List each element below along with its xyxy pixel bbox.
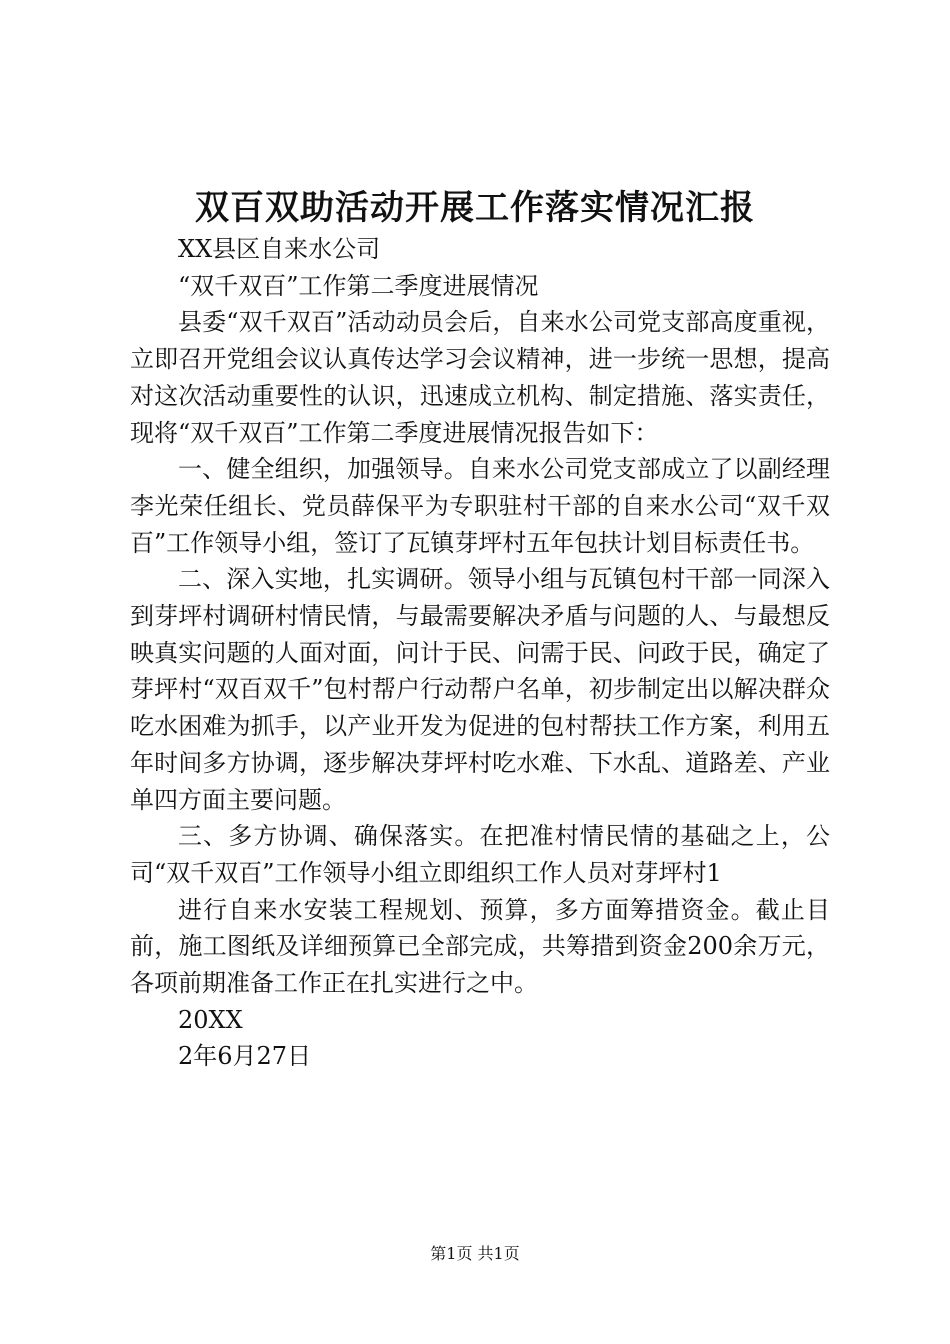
organization-line: XX县区自来水公司 xyxy=(178,235,381,263)
document-title: 双百双助活动开展工作落实情况汇报 xyxy=(195,188,755,228)
page-number-footer: 第1页 共1页 xyxy=(430,1244,520,1263)
section-three-paragraph: 三、多方协调、确保落实。在把准村情民情的基础之上，公司“双千双百”工作领导小组立即组织工作人员对芽坪村1 xyxy=(130,822,830,887)
subtitle-line: “双千双百”工作第二季度进展情况 xyxy=(178,271,539,300)
section-two-paragraph: 二、深入实地，扎实调研。领导小组与瓦镇包村干部一同深入到芽坪村调研村情民情，与最需要解决矛盾与问题的人、与最想反映真实问题的人面对面，问计于民、问需于民、问政于民，确定了芽坪村“双百双千”包村帮户行动帮户名单，初步制定出以解决群众吃水困难为抓手，以产业开发为促进的包村帮扶工作方案，利用五年时间多方协调，逐步解决芽坪村吃水难、下水乱、道路差、产业单四方面主要问题。 xyxy=(130,565,830,814)
year-line: 20XX xyxy=(178,1005,243,1034)
date-line: 2年6月27日 xyxy=(178,1042,312,1071)
intro-paragraph: 县委“双千双百”活动动员会后，自来水公司党支部高度重视，立即召开党组会议认真传达学习会议精神，进一步统一思想，提高对这次活动重要性的认识，迅速成立机构、制定措施、落实责任，现将“双千双百”工作第二季度进展情况报告如下： xyxy=(130,308,830,447)
continuation-paragraph: 进行自来水安装工程规划、预算，多方面筹措资金。截止目前，施工图纸及详细预算已全部完成，共筹措到资金200余万元，各项前期准备工作正在扎实进行之中。 xyxy=(130,895,830,998)
document-body xyxy=(130,231,830,1075)
section-one-paragraph: 一、健全组织，加强领导。自来水公司党支部成立了以副经理李光荣任组长、党员薛保平为专职驻村干部的自来水公司“双千双百”工作领导小组，签订了瓦镇芽坪村五年包扶计划目标责任书。 xyxy=(130,455,830,557)
